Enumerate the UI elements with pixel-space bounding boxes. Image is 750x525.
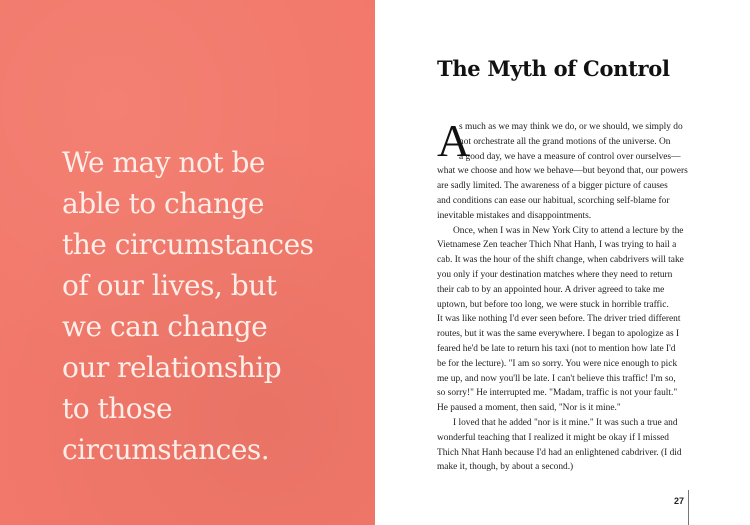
text-line: Once, when I was in New York City to attend a lecture by the bbox=[453, 225, 684, 236]
text-line: I loved that he added "nor is it mine." It was such a true and bbox=[453, 417, 678, 428]
text-line: be for the lecture). "I am so sorry. You were nice enough to pick bbox=[437, 358, 678, 369]
text-line: their cab to by an appointed hour. A driver agreed to take me bbox=[437, 284, 665, 295]
text-line: so sorry!" He interrupted me. "Madam, traffic is not your fault." bbox=[437, 388, 678, 399]
text-line: feared he'd be late to return his taxi (not to mention how late I'd bbox=[437, 343, 676, 354]
text-line: what we choose and how we behave—but beyond that, our powers bbox=[437, 166, 688, 177]
drop-cap: A bbox=[437, 115, 471, 166]
text-line: Vietnamese Zen teacher Thich Nhat Hanh, I was trying to hail a bbox=[437, 240, 677, 251]
quote-line: of our lives, but bbox=[62, 269, 277, 302]
quote-line: the circumstances bbox=[62, 228, 314, 261]
quote-line: circumstances. bbox=[62, 433, 270, 466]
text-line: He paused a moment, then said, "Nor is it mine." bbox=[437, 403, 621, 414]
text-line: you only if your destination matches where they need to return bbox=[437, 269, 673, 280]
quote-line: to those bbox=[62, 392, 173, 425]
text-line: s much as we may think we do, or we should, we simply do bbox=[459, 122, 683, 132]
text-line: a good day, we have a measure of control over ourselves— bbox=[459, 151, 681, 162]
text-line: inevitable mistakes and disappointments. bbox=[437, 210, 592, 221]
text-line: me up, and now you'll be late. I can't believe this traffic! I'm so, bbox=[437, 373, 676, 384]
text-page bbox=[375, 0, 750, 525]
quote-line: able to change bbox=[62, 187, 264, 220]
text-line: make it, though, by about a second.) bbox=[437, 462, 574, 473]
quote-line: we can change bbox=[62, 310, 268, 343]
text-line: uptown, but before too long, we were stuck in horrible traffic. bbox=[437, 299, 669, 310]
body-text bbox=[437, 115, 695, 475]
text-line: cab. It was the hour of the shift change, when cabdrivers will take bbox=[437, 255, 684, 266]
page-number: 27 bbox=[674, 496, 685, 506]
quote-line: We may not be bbox=[62, 146, 265, 179]
page-number-rule bbox=[688, 490, 689, 525]
text-line: It was like nothing I'd ever seen before. The driver tried different bbox=[437, 314, 681, 325]
pull-quote bbox=[62, 142, 362, 470]
text-line: are sadly limited. The awareness of a bigger picture of causes bbox=[437, 181, 668, 192]
text-line: routes, but it was the same everywhere. I began to apologize as I bbox=[437, 329, 680, 340]
chapter-title: The Myth of Control bbox=[437, 56, 670, 81]
quote-line: our relationship bbox=[62, 351, 282, 384]
text-line: not orchestrate all the grand motions of the universe. On bbox=[459, 136, 671, 147]
text-line: Thich Nhat Hanh because I'd had an enlightened cabdriver. (I did bbox=[437, 447, 682, 458]
text-line: and conditions can ease our habitual, scorching self-blame for bbox=[437, 195, 670, 206]
text-line: wonderful teaching that I realized it might be okay if I missed bbox=[437, 432, 669, 443]
